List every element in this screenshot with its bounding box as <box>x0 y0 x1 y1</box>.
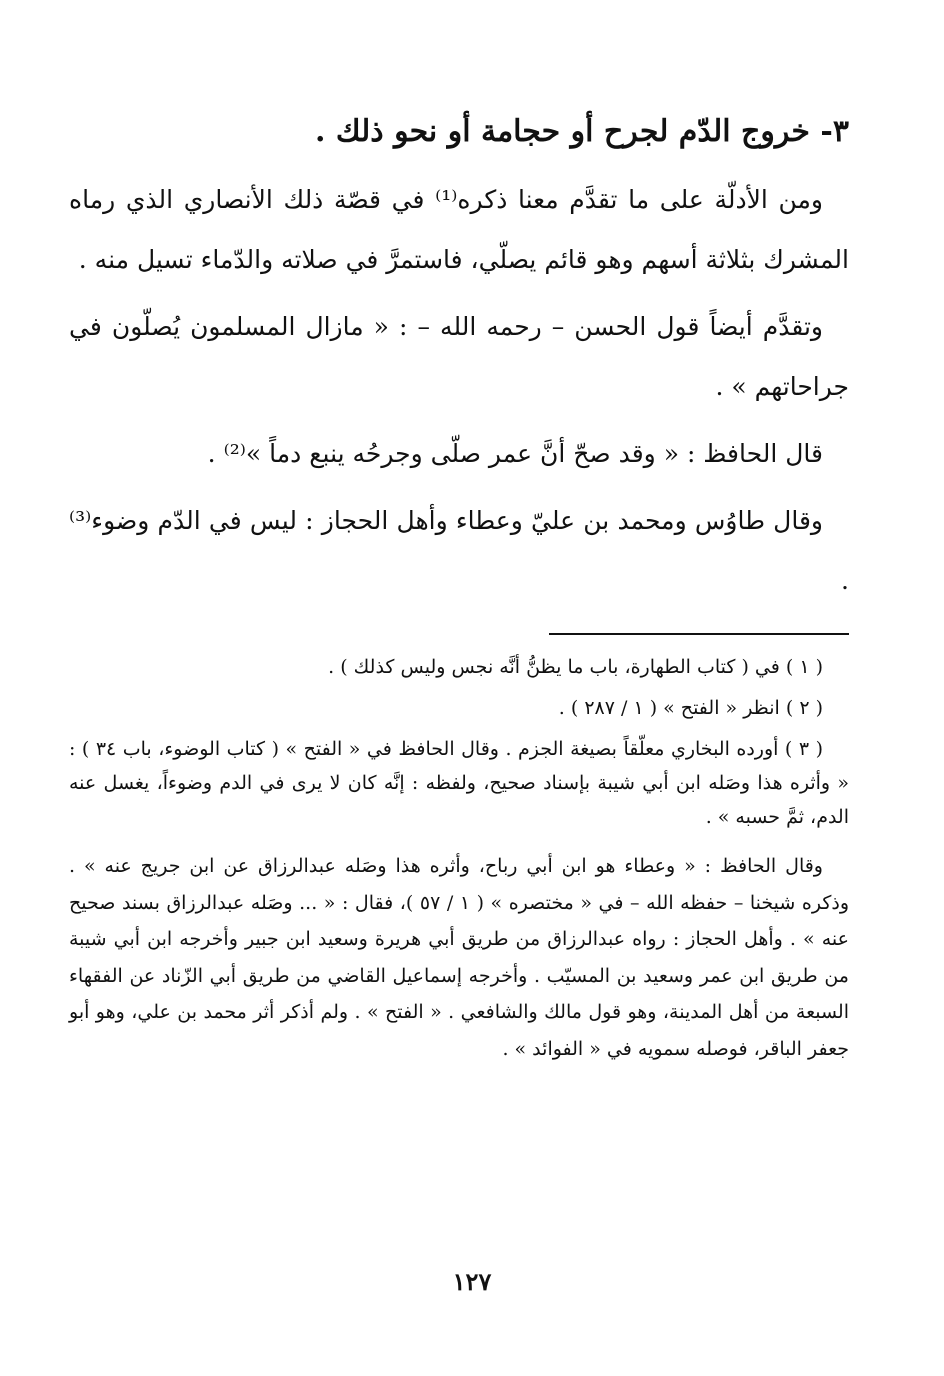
section-heading: ٣- خروج الدّم لجرح أو حجامة أو نحو ذلك . <box>314 114 849 149</box>
footnote-divider <box>549 633 849 635</box>
footnote: ( ١ ) في ( كتاب الطهارة، باب ما يظنُّ أنَّه نجس وليس كذلك ) . <box>328 656 823 678</box>
footnote: ( ٣ ) أورده البخاري معلّقاً بصيغة الجزم . وقال الحافظ في « الفتح » ( كتاب الوضوء، باب ٣٤ ) : « وأثره هذا وصَله ابن أبي شيبة بإسناد صحيح، ولفظه : إنَّه كان لا يرى في الدم وضوءاً، يغسل عنه الدم، ثمَّ حسبه » . <box>69 738 849 828</box>
paragraph: ومن الأدلّة على ما تقدَّم معنا ذكره⁽¹⁾ في قصّة ذلك الأنصاري الذي رماه المشرك بثلاثة أسهم وهو قائم يصلّي، فاستمرَّ في صلاته والدّماء تسيل منه . <box>69 185 849 274</box>
page-number: ١٢٧ <box>452 1267 492 1296</box>
paragraph: وتقدَّم أيضاً قول الحسن – رحمه الله – : « مازال المسلمون يُصلّون في جراحاتهم » . <box>69 312 849 401</box>
footnotes <box>69 650 849 1074</box>
main-text <box>69 170 849 618</box>
paragraph: وقال طاوُس ومحمد بن عليّ وعطاء وأهل الحجاز : ليس في الدّم وضوء⁽³⁾ . <box>69 506 849 595</box>
footnote: ( ٢ ) انظر « الفتح » ( ١ / ٢٨٧ ) . <box>558 697 823 719</box>
footnote-continuation: وقال الحافظ : « وعطاء هو ابن أبي رباح، وأثره هذا وصَله عبدالرزاق عن ابن جريج عنه » . وذكره شيخنا – حفظه الله – في « مختصره » ( ١ / ٥٧ )، فقال : « ... وصَله عبدالرزاق بسند صحيح عنه » . وأهل الحجاز : رواه عبدالرزاق من طريق أبي هريرة وسعيد ابن جبير وأخرجه ابن أبي شيبة من طريق ابن عمر وسعيد بن المسيّب . وأخرجه إسماعيل القاضي من طريق أبي الزّناد عن الفقهاء السبعة من أهل المدينة، وهو قول مالك والشافعي . « الفتح » . ولم أذكر أثر محمد بن علي، وهو أبو جعفر الباقر، فوصله سمويه في « الفوائد » . <box>69 855 850 1060</box>
paragraph: قال الحافظ : « وقد صحّ أنَّ عمر صلّى وجرحُه ينبع دماً »⁽²⁾ . <box>207 439 823 468</box>
